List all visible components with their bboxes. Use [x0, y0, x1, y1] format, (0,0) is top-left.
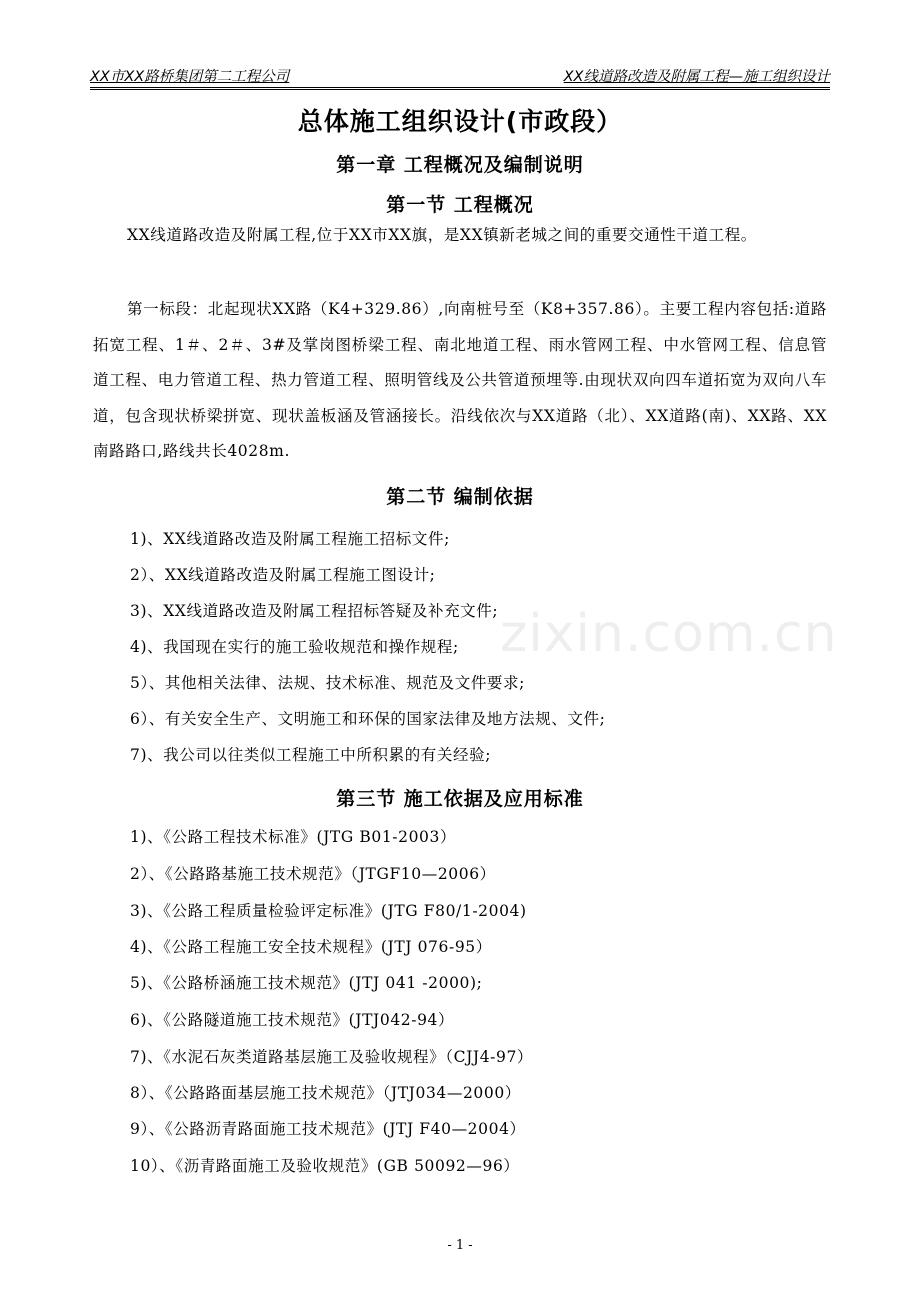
list-item: 7)、我公司以往类似工程施工中所积累的有关经验; — [130, 746, 492, 764]
list-item: 8）、《公路路面基层施工技术规范》（JTJ034—2000） — [130, 1084, 521, 1102]
page-header — [90, 64, 830, 86]
header-company: XX市XX路桥集团第二工程公司 — [90, 69, 290, 85]
list-item: 6）、有关安全生产、文明施工和环保的国家法律及地方法规、文件; — [130, 710, 606, 728]
section2-title: 第二节 编制依据 — [386, 486, 534, 508]
section3-title: 第三节 施工依据及应用标准 — [336, 788, 584, 810]
list-item: 9）、《公路沥青路面施工技术规范》(JTJ F40—2004） — [130, 1120, 526, 1138]
header-project: XX线道路改造及附属工程—施工组织设计 — [563, 69, 830, 85]
list-item: 3)、《公路工程质量检验评定标准》(JTG F80/1-2004) — [130, 902, 527, 920]
list-item: 3)、XX线道路改造及附属工程招标答疑及补充文件; — [130, 602, 499, 620]
document-title: 总体施工组织设计(市政段） — [297, 107, 623, 136]
list-item: 6)、《公路隧道施工技术规范》(JTJ042-94） — [130, 1011, 455, 1029]
list-item: 10）、《沥青路面施工及验收规范》(GB 50092—96） — [130, 1157, 520, 1175]
section1-paragraph-1: XX线道路改造及附属工程,位于XX市XX旗，是XX镇新老城之间的重要交通性干道工程。 — [127, 226, 757, 244]
list-item: 5)、《公路桥涵施工技术规范》(JTJ 041 -2000); — [130, 974, 483, 992]
page-number: - 1 - — [447, 1238, 473, 1253]
section1-paragraph-2: 第一标段：北起现状XX路（K4+329.86）,向南桩号至（K8+357.86）。主要工程内容包括:道路拓宽工程、1＃、2＃、3#及掌岗图桥梁工程、南北地道工程、雨水管网工程、中水管网工程、信息管道工程、电力管道工程、热力管道工程、照明管线及公共管道预埋等.由现状双向四车道拓宽为双向八车道，包含现状桥梁拼宽、现状盖板涵及管涵接长。沿线依次与XX道路（北）、XX道路(南)、XX路、XX南路路口,路线共长4028m. — [93, 300, 827, 460]
list-item: 1)、《公路工程技术标准》(JTG B01-2003） — [130, 828, 457, 846]
list-item: 2）、XX线道路改造及附属工程施工图设计; — [130, 566, 436, 584]
watermark: zixin.com.cn — [500, 604, 838, 664]
list-item: 4)、《公路工程施工安全技术规程》(JTJ 076-95） — [130, 938, 492, 956]
list-item: 7)、《水泥石灰类道路基层施工及验收规程》（CJJ4-97） — [130, 1048, 534, 1066]
list-item: 4)、我国现在实行的施工验收规范和操作规程; — [130, 638, 459, 656]
header-divider — [90, 87, 830, 90]
chapter-title: 第一章 工程概况及编制说明 — [336, 154, 584, 176]
list-item: 1)、XX线道路改造及附属工程施工招标文件; — [130, 530, 450, 548]
section1-title: 第一节 工程概况 — [386, 194, 534, 216]
list-item: 5）、其他相关法律、法规、技术标准、规范及文件要求; — [130, 674, 525, 692]
list-item: 2）、《公路路基施工技术规范》（JTGF10—2006） — [130, 865, 496, 883]
